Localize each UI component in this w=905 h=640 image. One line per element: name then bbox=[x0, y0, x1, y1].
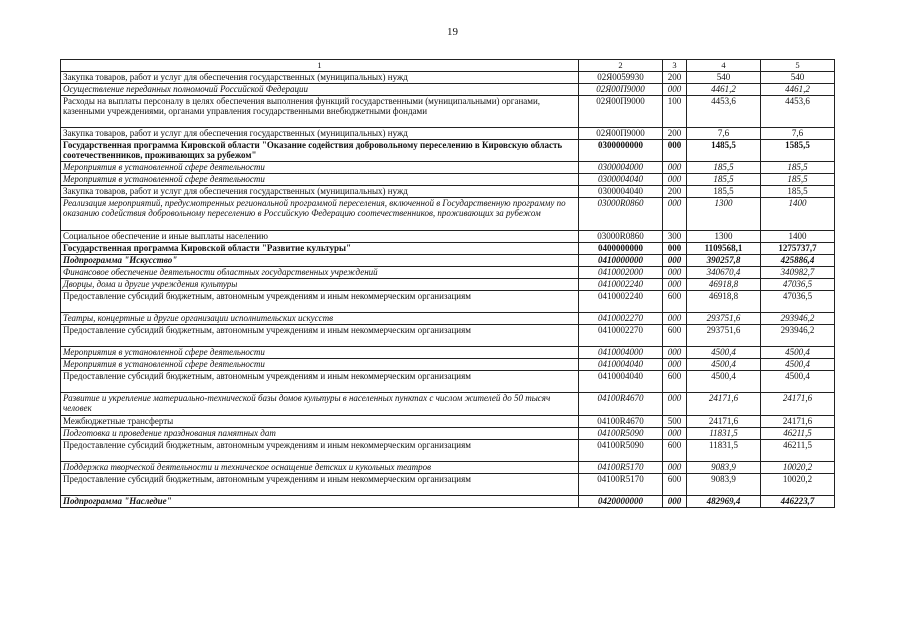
row-code-cell: 04100R4670 bbox=[579, 392, 663, 415]
row-value-2021-cell: 1400 bbox=[761, 230, 835, 242]
row-name-cell: Мероприятия в установленной сфере деятельности bbox=[61, 173, 579, 185]
row-name-cell: Предоставление субсидий бюджетным, автономным учреждениям и иным некоммерческим организациям bbox=[61, 370, 579, 392]
row-value-2021-cell: 1275737,7 bbox=[761, 242, 835, 254]
table-row bbox=[61, 278, 835, 290]
row-code-cell: 02Я00П9000 bbox=[579, 95, 663, 127]
row-value-2020-cell: 4461,2 bbox=[687, 83, 761, 95]
row-value-2021-cell: 293946,2 bbox=[761, 312, 835, 324]
row-code-cell: 0300004000 bbox=[579, 161, 663, 173]
row-code-cell: 02Я00П9000 bbox=[579, 83, 663, 95]
row-value-2020-cell: 540 bbox=[687, 71, 761, 83]
column-header: 1 bbox=[61, 60, 579, 72]
row-value-2020-cell: 4500,4 bbox=[687, 346, 761, 358]
row-value-2020-cell: 4500,4 bbox=[687, 370, 761, 392]
table-row bbox=[61, 242, 835, 254]
table-row bbox=[61, 161, 835, 173]
row-code-cell: 0410002000 bbox=[579, 266, 663, 278]
row-code-cell: 0410002270 bbox=[579, 324, 663, 346]
column-header: 4 bbox=[687, 60, 761, 72]
row-type-cell: 000 bbox=[663, 392, 687, 415]
row-value-2020-cell: 9083,9 bbox=[687, 473, 761, 495]
row-code-cell: 04100R4670 bbox=[579, 415, 663, 427]
row-value-2021-cell: 425886,4 bbox=[761, 254, 835, 266]
row-code-cell: 02Я0059930 bbox=[579, 71, 663, 83]
row-code-cell: 04100R5090 bbox=[579, 439, 663, 461]
row-code-cell: 04100R5090 bbox=[579, 427, 663, 439]
row-code-cell: 0410004040 bbox=[579, 358, 663, 370]
row-value-2021-cell: 185,5 bbox=[761, 185, 835, 197]
row-value-2021-cell: 7,6 bbox=[761, 127, 835, 139]
row-name-cell: Закупка товаров, работ и услуг для обеспечения государственных (муниципальных) нужд bbox=[61, 127, 579, 139]
row-value-2020-cell: 1485,5 bbox=[687, 139, 761, 161]
row-value-2021-cell: 4500,4 bbox=[761, 358, 835, 370]
row-value-2021-cell: 185,5 bbox=[761, 173, 835, 185]
row-value-2020-cell: 1109568,1 bbox=[687, 242, 761, 254]
row-name-cell: Дворцы, дома и другие учреждения культуры bbox=[61, 278, 579, 290]
table-row bbox=[61, 173, 835, 185]
column-header: 2 bbox=[579, 60, 663, 72]
budget-table bbox=[60, 59, 835, 508]
row-name-cell: Мероприятия в установленной сфере деятельности bbox=[61, 358, 579, 370]
row-name-cell: Предоставление субсидий бюджетным, автономным учреждениям и иным некоммерческим организациям bbox=[61, 324, 579, 346]
row-code-cell: 0410002270 bbox=[579, 312, 663, 324]
row-name-cell: Закупка товаров, работ и услуг для обеспечения государственных (муниципальных) нужд bbox=[61, 185, 579, 197]
row-code-cell: 02Я00П9000 bbox=[579, 127, 663, 139]
row-type-cell: 600 bbox=[663, 324, 687, 346]
row-value-2020-cell: 4453,6 bbox=[687, 95, 761, 127]
row-value-2021-cell: 446223,7 bbox=[761, 495, 835, 507]
row-value-2021-cell: 340982,7 bbox=[761, 266, 835, 278]
row-name-cell: Предоставление субсидий бюджетным, автономным учреждениям и иным некоммерческим организациям bbox=[61, 290, 579, 312]
row-type-cell: 000 bbox=[663, 495, 687, 507]
row-value-2020-cell: 4500,4 bbox=[687, 358, 761, 370]
row-type-cell: 200 bbox=[663, 185, 687, 197]
row-code-cell: 0300000000 bbox=[579, 139, 663, 161]
row-name-cell: Расходы на выплаты персоналу в целях обеспечения выполнения функций государственными (муниципальными) органами, казенными учреждениями, органами управления государственными внебюджетными фондами bbox=[61, 95, 579, 127]
row-type-cell: 000 bbox=[663, 161, 687, 173]
row-value-2021-cell: 540 bbox=[761, 71, 835, 83]
row-value-2020-cell: 482969,4 bbox=[687, 495, 761, 507]
row-value-2020-cell: 185,5 bbox=[687, 185, 761, 197]
table-row bbox=[61, 427, 835, 439]
row-code-cell: 0410002240 bbox=[579, 290, 663, 312]
column-header: 3 bbox=[663, 60, 687, 72]
row-name-cell: Театры, концертные и другие организации исполнительских искусств bbox=[61, 312, 579, 324]
row-value-2020-cell: 11831,5 bbox=[687, 427, 761, 439]
row-type-cell: 000 bbox=[663, 278, 687, 290]
row-value-2021-cell: 47036,5 bbox=[761, 278, 835, 290]
row-name-cell: Предоставление субсидий бюджетным, автономным учреждениям и иным некоммерческим организациям bbox=[61, 439, 579, 461]
table-row bbox=[61, 185, 835, 197]
page-number: 19 bbox=[447, 26, 458, 38]
row-name-cell: Финансовое обеспечение деятельности областных государственных учреждений bbox=[61, 266, 579, 278]
row-name-cell: Подпрограмма "Наследие" bbox=[61, 495, 579, 507]
row-type-cell: 000 bbox=[663, 139, 687, 161]
row-value-2021-cell: 4500,4 bbox=[761, 370, 835, 392]
row-type-cell: 600 bbox=[663, 473, 687, 495]
table-row bbox=[61, 312, 835, 324]
table-row bbox=[61, 439, 835, 461]
row-value-2021-cell: 4500,4 bbox=[761, 346, 835, 358]
row-code-cell: 03000R0860 bbox=[579, 197, 663, 230]
row-type-cell: 000 bbox=[663, 197, 687, 230]
row-type-cell: 600 bbox=[663, 290, 687, 312]
row-type-cell: 000 bbox=[663, 242, 687, 254]
row-value-2020-cell: 293751,6 bbox=[687, 324, 761, 346]
row-type-cell: 000 bbox=[663, 266, 687, 278]
column-header: 5 bbox=[761, 60, 835, 72]
table-row bbox=[61, 461, 835, 473]
row-name-cell: Подпрограмма "Искусство" bbox=[61, 254, 579, 266]
row-name-cell: Развитие и укрепление материально-технической базы домов культуры в населенных пунктах с числом жителей до 50 тысяч человек bbox=[61, 392, 579, 415]
row-name-cell: Осуществление переданных полномочий Российской Федерации bbox=[61, 83, 579, 95]
table-row bbox=[61, 473, 835, 495]
row-code-cell: 0400000000 bbox=[579, 242, 663, 254]
row-value-2021-cell: 1585,5 bbox=[761, 139, 835, 161]
row-code-cell: 0300004040 bbox=[579, 173, 663, 185]
row-value-2020-cell: 1300 bbox=[687, 197, 761, 230]
row-type-cell: 200 bbox=[663, 71, 687, 83]
row-value-2021-cell: 10020,2 bbox=[761, 461, 835, 473]
row-name-cell: Реализация мероприятий, предусмотренных региональной программой переселения, включенной в Государственную программу по оказанию содействия добровольному переселению в Российскую Федерацию соотечественников, проживающих за рубежом bbox=[61, 197, 579, 230]
row-code-cell: 04100R5170 bbox=[579, 461, 663, 473]
row-value-2021-cell: 24171,6 bbox=[761, 392, 835, 415]
row-type-cell: 300 bbox=[663, 230, 687, 242]
row-value-2020-cell: 46918,8 bbox=[687, 290, 761, 312]
row-name-cell: Закупка товаров, работ и услуг для обеспечения государственных (муниципальных) нужд bbox=[61, 71, 579, 83]
row-name-cell: Государственная программа Кировской области "Оказание содействия добровольному переселению в Кировскую область соотечественников, проживающих за рубежом" bbox=[61, 139, 579, 161]
row-value-2020-cell: 185,5 bbox=[687, 161, 761, 173]
row-value-2021-cell: 46211,5 bbox=[761, 427, 835, 439]
row-code-cell: 0410004040 bbox=[579, 370, 663, 392]
row-value-2020-cell: 9083,9 bbox=[687, 461, 761, 473]
row-value-2020-cell: 390257,8 bbox=[687, 254, 761, 266]
row-name-cell: Государственная программа Кировской области "Развитие культуры" bbox=[61, 242, 579, 254]
row-type-cell: 000 bbox=[663, 427, 687, 439]
table-row bbox=[61, 324, 835, 346]
row-value-2020-cell: 46918,8 bbox=[687, 278, 761, 290]
table-row bbox=[61, 358, 835, 370]
table-row bbox=[61, 266, 835, 278]
row-type-cell: 000 bbox=[663, 173, 687, 185]
row-name-cell: Предоставление субсидий бюджетным, автономным учреждениям и иным некоммерческим организациям bbox=[61, 473, 579, 495]
table-row bbox=[61, 197, 835, 230]
row-type-cell: 200 bbox=[663, 127, 687, 139]
row-value-2020-cell: 7,6 bbox=[687, 127, 761, 139]
row-type-cell: 100 bbox=[663, 95, 687, 127]
table-row bbox=[61, 95, 835, 127]
row-name-cell: Социальное обеспечение и иные выплаты населению bbox=[61, 230, 579, 242]
row-value-2020-cell: 340670,4 bbox=[687, 266, 761, 278]
row-code-cell: 0410002240 bbox=[579, 278, 663, 290]
row-code-cell: 0420000000 bbox=[579, 495, 663, 507]
table-row bbox=[61, 346, 835, 358]
row-value-2020-cell: 185,5 bbox=[687, 173, 761, 185]
row-value-2021-cell: 293946,2 bbox=[761, 324, 835, 346]
row-value-2021-cell: 47036,5 bbox=[761, 290, 835, 312]
row-code-cell: 03000R0860 bbox=[579, 230, 663, 242]
row-value-2021-cell: 1400 bbox=[761, 197, 835, 230]
row-name-cell: Межбюджетные трансферты bbox=[61, 415, 579, 427]
row-name-cell: Подготовка и проведение празднования памятных дат bbox=[61, 427, 579, 439]
row-value-2021-cell: 10020,2 bbox=[761, 473, 835, 495]
table-row bbox=[61, 71, 835, 83]
row-type-cell: 600 bbox=[663, 370, 687, 392]
row-name-cell: Поддержка творческой деятельности и техническое оснащение детских и кукольных театров bbox=[61, 461, 579, 473]
table-row bbox=[61, 370, 835, 392]
row-type-cell: 600 bbox=[663, 439, 687, 461]
row-value-2020-cell: 11831,5 bbox=[687, 439, 761, 461]
row-code-cell: 0410000000 bbox=[579, 254, 663, 266]
table-row bbox=[61, 83, 835, 95]
row-value-2021-cell: 24171,6 bbox=[761, 415, 835, 427]
table-header-row bbox=[61, 60, 835, 72]
table-row bbox=[61, 127, 835, 139]
table-row bbox=[61, 495, 835, 507]
table-row bbox=[61, 392, 835, 415]
row-value-2021-cell: 46211,5 bbox=[761, 439, 835, 461]
table-row bbox=[61, 290, 835, 312]
row-value-2021-cell: 185,5 bbox=[761, 161, 835, 173]
row-value-2020-cell: 24171,6 bbox=[687, 415, 761, 427]
table-row bbox=[61, 415, 835, 427]
row-type-cell: 000 bbox=[663, 254, 687, 266]
row-value-2020-cell: 293751,6 bbox=[687, 312, 761, 324]
row-code-cell: 0300004040 bbox=[579, 185, 663, 197]
row-name-cell: Мероприятия в установленной сфере деятельности bbox=[61, 346, 579, 358]
row-value-2021-cell: 4453,6 bbox=[761, 95, 835, 127]
row-type-cell: 500 bbox=[663, 415, 687, 427]
table-row bbox=[61, 230, 835, 242]
row-code-cell: 04100R5170 bbox=[579, 473, 663, 495]
row-type-cell: 000 bbox=[663, 312, 687, 324]
row-type-cell: 000 bbox=[663, 461, 687, 473]
row-value-2021-cell: 4461,2 bbox=[761, 83, 835, 95]
row-type-cell: 000 bbox=[663, 346, 687, 358]
row-code-cell: 0410004000 bbox=[579, 346, 663, 358]
row-value-2020-cell: 24171,6 bbox=[687, 392, 761, 415]
row-name-cell: Мероприятия в установленной сфере деятельности bbox=[61, 161, 579, 173]
row-value-2020-cell: 1300 bbox=[687, 230, 761, 242]
table-row bbox=[61, 254, 835, 266]
row-type-cell: 000 bbox=[663, 83, 687, 95]
row-type-cell: 000 bbox=[663, 358, 687, 370]
table-row bbox=[61, 139, 835, 161]
